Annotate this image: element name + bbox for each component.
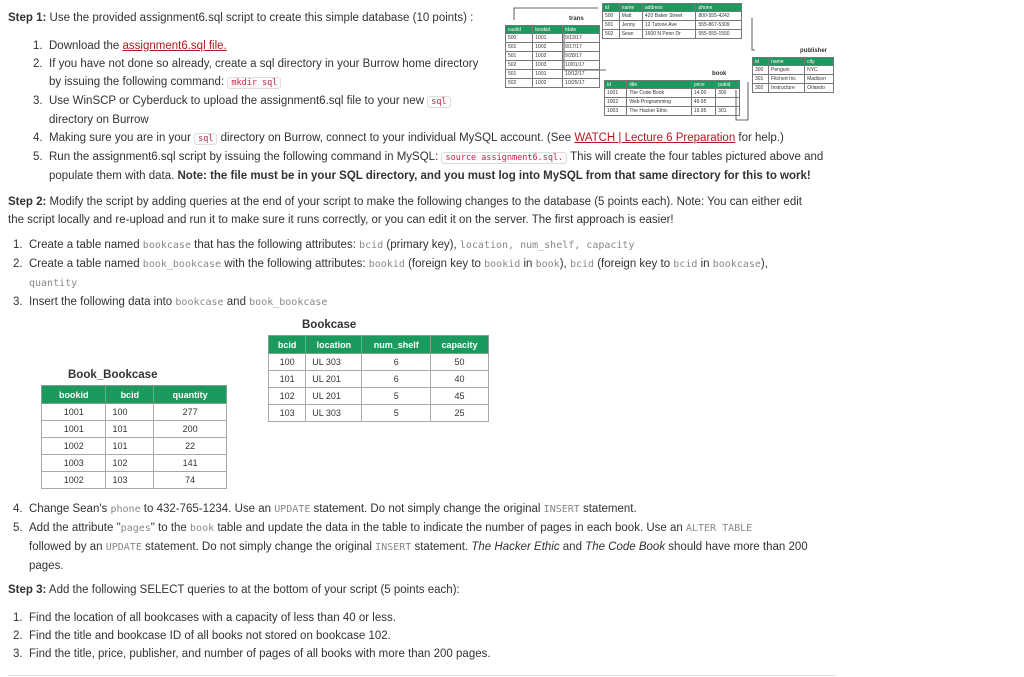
mono-term: pages	[120, 523, 151, 534]
publisher-mini-table	[752, 57, 834, 93]
item-text: ),	[760, 258, 768, 270]
item-text: (foreign key to	[404, 258, 485, 270]
cell: 500	[603, 12, 620, 21]
table-row	[42, 472, 227, 489]
step2-lead: Step 2:	[8, 196, 47, 208]
cell: Instructure	[769, 84, 805, 93]
cell: 22	[154, 438, 227, 455]
trans-label: trans	[569, 16, 584, 22]
cell: UL 201	[306, 371, 362, 388]
cell: 800-555-4242	[696, 12, 742, 21]
mono-term: bookcase	[142, 240, 191, 251]
step2-line1	[8, 193, 802, 211]
table-row	[269, 405, 489, 422]
book-label: book	[712, 71, 727, 77]
step2-item-5-cont	[13, 538, 808, 557]
item-text: If you have not done so already, create a sql directory in your Burrow home directory	[49, 58, 479, 70]
item-number: 4.	[33, 132, 43, 144]
step3-heading	[8, 584, 460, 596]
col-header: bookid	[42, 386, 106, 404]
cell: 1003	[605, 107, 627, 116]
item-text: Run the assignment6.sql script by issuing the following command in MySQL:	[49, 151, 442, 163]
item-text: to 432-765-1234. Use an	[140, 503, 275, 515]
table-row	[42, 421, 227, 438]
mono-term: book	[535, 259, 560, 270]
item-text: in	[697, 258, 713, 270]
item-text: Find the location of all bookcases with a capacity of less than 40 or less.	[29, 612, 396, 624]
mono-term: bookid	[484, 259, 521, 270]
step3-item-3	[13, 645, 491, 663]
item-number: 3.	[33, 95, 43, 107]
item-text: table and update the data in the table to indicate the number of pages in each book. Use an	[214, 522, 686, 534]
cell: Matt	[619, 12, 642, 21]
cell: 502	[506, 79, 533, 88]
publisher-col: city	[805, 58, 834, 66]
item-text: Download the	[49, 40, 123, 52]
lecture6-link[interactable]: WATCH | Lecture 6 Preparation	[574, 132, 736, 144]
book-col: pubid	[716, 81, 740, 89]
mono-term: bcid	[359, 240, 384, 251]
cell: UL 303	[306, 354, 362, 371]
cell: 9/17/17	[563, 43, 600, 52]
cell: 10/12/17	[563, 70, 600, 79]
item-text: Making sure you are in your	[49, 132, 195, 144]
cell: 100	[106, 404, 154, 421]
item-number: 2.	[33, 58, 43, 70]
mono-term: location, num_shelf, capacity	[459, 240, 635, 251]
cell: 1001	[42, 421, 106, 438]
customer-col: address	[642, 4, 696, 12]
cell: 101	[106, 421, 154, 438]
cell: Madison	[805, 75, 834, 84]
cell: 45	[431, 388, 489, 405]
step3-list	[13, 609, 491, 663]
cell: 555-555-1550	[696, 30, 742, 39]
cell: 1001	[42, 404, 106, 421]
sql-dir-code: sql	[194, 133, 217, 145]
cell: 9/28/17	[563, 52, 600, 61]
item-text: statement.	[411, 541, 472, 553]
source-code: source assignment6.sql.	[441, 152, 567, 164]
cell: 25	[431, 405, 489, 422]
item-text: " to the	[150, 522, 191, 534]
step2-item-2	[13, 255, 768, 274]
cell: 501	[506, 43, 533, 52]
mono-term: bookcase	[712, 259, 761, 270]
item-text: directory on Burrow, connect to your individual MySQL account. (See	[217, 132, 575, 144]
mono-term: book	[190, 523, 215, 534]
item-number: 2.	[13, 630, 23, 642]
col-header: quantity	[154, 386, 227, 404]
step2-item-5-cont2	[13, 557, 808, 575]
table-row	[42, 404, 227, 421]
mono-term: quantity	[29, 278, 78, 289]
step1-item-5-cont	[33, 167, 823, 185]
item-number: 4.	[13, 503, 23, 515]
cell: 40	[431, 371, 489, 388]
cell: 74	[154, 472, 227, 489]
step2-item-4	[13, 500, 808, 519]
item-text: statement.	[579, 503, 637, 515]
cell: 6	[362, 354, 431, 371]
mono-term: bcid	[673, 259, 698, 270]
cell: 19.95	[691, 107, 715, 116]
cell: The Hacker Ethic	[627, 107, 692, 116]
item-text: for help.)	[735, 132, 784, 144]
cell: 1002	[533, 52, 563, 61]
cell: Penguin	[769, 66, 805, 75]
cell: 14.00	[691, 89, 715, 98]
item-number: 1.	[13, 239, 23, 251]
cell: 301	[753, 75, 769, 84]
sql-dir-code: sql	[427, 96, 450, 108]
bookcase-title: Bookcase	[302, 319, 357, 331]
cell: 200	[154, 421, 227, 438]
item-number: 5.	[33, 151, 43, 163]
cell: 420 Baker Street	[642, 12, 696, 21]
mono-term: UPDATE	[105, 542, 142, 553]
mono-term: book_bookcase	[142, 259, 222, 270]
item-text: followed by an	[29, 541, 106, 553]
cell: 50	[431, 354, 489, 371]
book-col: title	[627, 81, 692, 89]
item-text: directory on Burrow	[49, 114, 149, 126]
cell: 10/01/17	[563, 61, 600, 70]
cell: 5	[362, 388, 431, 405]
book-title: The Code Book	[585, 541, 666, 553]
cell: 1003	[533, 61, 563, 70]
cell: Sean	[619, 30, 642, 39]
table-row	[269, 354, 489, 371]
cell: 103	[269, 405, 306, 422]
mono-term: bcid	[569, 259, 595, 270]
cell: 1600 N Penn Dr	[642, 30, 696, 39]
cell: 5	[362, 405, 431, 422]
item-note: Note: the file must be in your SQL directory, and you must log into MySQL from that same directory for this to work!	[177, 170, 811, 182]
cell: 1002	[605, 98, 627, 107]
item-text: Add the attribute "	[29, 522, 121, 534]
step2-list-continued	[13, 500, 808, 575]
cell: Jenny	[619, 21, 642, 30]
cell: 1001	[605, 89, 627, 98]
mono-term: bookcase	[175, 297, 224, 308]
cell: 277	[154, 404, 227, 421]
step2-line2: the script locally and re-upload and run it to make sure it runs correctly, or you can edit it on the server. The first approach is easier!	[8, 214, 674, 226]
item-text: in	[520, 258, 536, 270]
cell: 501	[506, 52, 533, 61]
cell: Web Programming	[627, 98, 692, 107]
item-text: (primary key),	[383, 239, 460, 251]
item-text: Find the title, price, publisher, and number of pages of all books with more than 200 pages.	[29, 648, 491, 660]
cell: 141	[154, 455, 227, 472]
cell: 500	[506, 34, 533, 43]
step3-text: Add the following SELECT queries to at the bottom of your script (5 points each):	[46, 584, 460, 596]
table-row	[42, 455, 227, 472]
step1-item-4	[33, 129, 823, 148]
cell: UL 201	[306, 388, 362, 405]
step2-item-2-cont	[13, 274, 768, 293]
item-text: that has the following attributes:	[190, 239, 360, 251]
trans-col: tdate	[563, 26, 600, 34]
cell: 501	[506, 70, 533, 79]
cell: The Code Book	[627, 89, 692, 98]
step1-lead: Step 1:	[8, 12, 47, 24]
item-text: statement. Do not simply change the original	[310, 503, 544, 515]
cell: 102	[269, 388, 306, 405]
step2-heading	[8, 193, 802, 229]
table-row	[269, 371, 489, 388]
mono-term: ALTER TABLE	[685, 523, 753, 534]
cell: 302	[753, 84, 769, 93]
cell: 501	[603, 21, 620, 30]
publisher-col: name	[769, 58, 805, 66]
item-text: Change Sean's	[29, 503, 111, 515]
customer-mini-table	[602, 3, 742, 39]
cell: 300	[716, 89, 740, 98]
cell: 101	[106, 438, 154, 455]
mono-term: phone	[110, 504, 141, 515]
step3-lead: Step 3:	[8, 584, 47, 596]
mono-term: INSERT	[375, 542, 412, 553]
cell: NYC	[805, 66, 834, 75]
item-number: 5.	[13, 522, 23, 534]
item-text: Use WinSCP or Cyberduck to upload the assignment6.sql file to your new	[49, 95, 428, 107]
bottom-divider	[8, 675, 836, 676]
step1-item-5	[33, 148, 823, 167]
cell: Fitchert Inc	[769, 75, 805, 84]
step3-item-2	[13, 627, 491, 645]
col-header: bcid	[106, 386, 154, 404]
cell: 1002	[42, 472, 106, 489]
cell: 103	[106, 472, 154, 489]
item-number: 1.	[33, 40, 43, 52]
book-bookcase-table	[41, 385, 227, 489]
item-text: This will create the four tables pictured above and	[567, 151, 824, 163]
item-text: and	[559, 541, 586, 553]
col-header: num_shelf	[362, 336, 431, 354]
item-number: 3.	[13, 648, 23, 660]
cell: 301	[716, 107, 740, 116]
step2-list	[13, 236, 768, 312]
cell: 102	[106, 455, 154, 472]
table-row	[42, 438, 227, 455]
publisher-col: id	[753, 58, 769, 66]
cell: 10/25/17	[563, 79, 600, 88]
item-text: Create a table named	[29, 239, 143, 251]
book-col: price	[691, 81, 715, 89]
cell	[716, 98, 740, 107]
cell: 555-867-5309	[696, 21, 742, 30]
trans-col: custid	[506, 26, 533, 34]
trans-col: bookid	[533, 26, 563, 34]
cell: 12 Tutone Ave	[642, 21, 696, 30]
mkdir-code: mkdir sql	[227, 77, 281, 89]
step1-heading	[8, 12, 473, 24]
book-bookcase-title: Book_Bookcase	[68, 369, 158, 381]
item-text: populate them with data.	[49, 170, 178, 182]
col-header: location	[306, 336, 362, 354]
item-text: (foreign key to	[594, 258, 674, 270]
mono-term: UPDATE	[274, 504, 311, 515]
item-text: Create a table named	[29, 258, 143, 270]
item-text: pages.	[29, 560, 64, 572]
item-text: by issuing the following command:	[49, 76, 228, 88]
item-number: 3.	[13, 296, 23, 308]
table-row	[269, 388, 489, 405]
cell: 1003	[42, 455, 106, 472]
book-mini-table	[604, 80, 740, 116]
cell: 1001	[533, 34, 563, 43]
cell: 1002	[42, 438, 106, 455]
assignment6-file-link[interactable]: assignment6.sql file.	[122, 40, 227, 52]
trans-mini-table	[505, 25, 600, 88]
cell: 101	[269, 371, 306, 388]
customer-col: id	[603, 4, 620, 12]
mono-term: INSERT	[543, 504, 580, 515]
cell: 300	[753, 66, 769, 75]
cell: 502	[506, 61, 533, 70]
cell: 49.95	[691, 98, 715, 107]
cell: 6	[362, 371, 431, 388]
step2-item-3	[13, 293, 768, 312]
step2-item-5	[13, 519, 808, 538]
cell: 1001	[533, 70, 563, 79]
item-text: and	[223, 296, 250, 308]
item-number: 2.	[13, 258, 23, 270]
col-header: capacity	[431, 336, 489, 354]
item-text: should have more than 200	[665, 541, 808, 553]
mono-term: bookid	[368, 259, 405, 270]
cell: 502	[603, 30, 620, 39]
step2-item-1	[13, 236, 768, 255]
customer-col: name	[619, 4, 642, 12]
mono-term: book_bookcase	[249, 297, 328, 308]
cell: 100	[269, 354, 306, 371]
item-text: ),	[559, 258, 570, 270]
book-title: The Hacker Ethic	[471, 541, 560, 553]
item-text: with the following attributes:	[221, 258, 369, 270]
step3-item-1	[13, 609, 491, 627]
item-text: statement. Do not simply change the original	[141, 541, 376, 553]
step1-text: Use the provided assignment6.sql script to create this simple database (10 points) :	[46, 12, 474, 24]
cell: UL 303	[306, 405, 362, 422]
item-number: 1.	[13, 612, 23, 624]
cell: 1002	[533, 43, 563, 52]
col-header: bcid	[269, 336, 306, 354]
bookcase-table	[268, 335, 489, 422]
cell: 1002	[533, 79, 563, 88]
customer-col: phone	[696, 4, 742, 12]
item-text: Find the title and bookcase ID of all books not stored on bookcase 102.	[29, 630, 391, 642]
cell: Orlando	[805, 84, 834, 93]
book-col: id	[605, 81, 627, 89]
publisher-label: publisher	[800, 48, 828, 54]
cell: 9/13/17	[563, 34, 600, 43]
item-text: Insert the following data into	[29, 296, 176, 308]
step2-text: Modify the script by adding queries at the end of your script to make the following changes to the database (5 points each). Note: You can either edit	[46, 196, 802, 208]
